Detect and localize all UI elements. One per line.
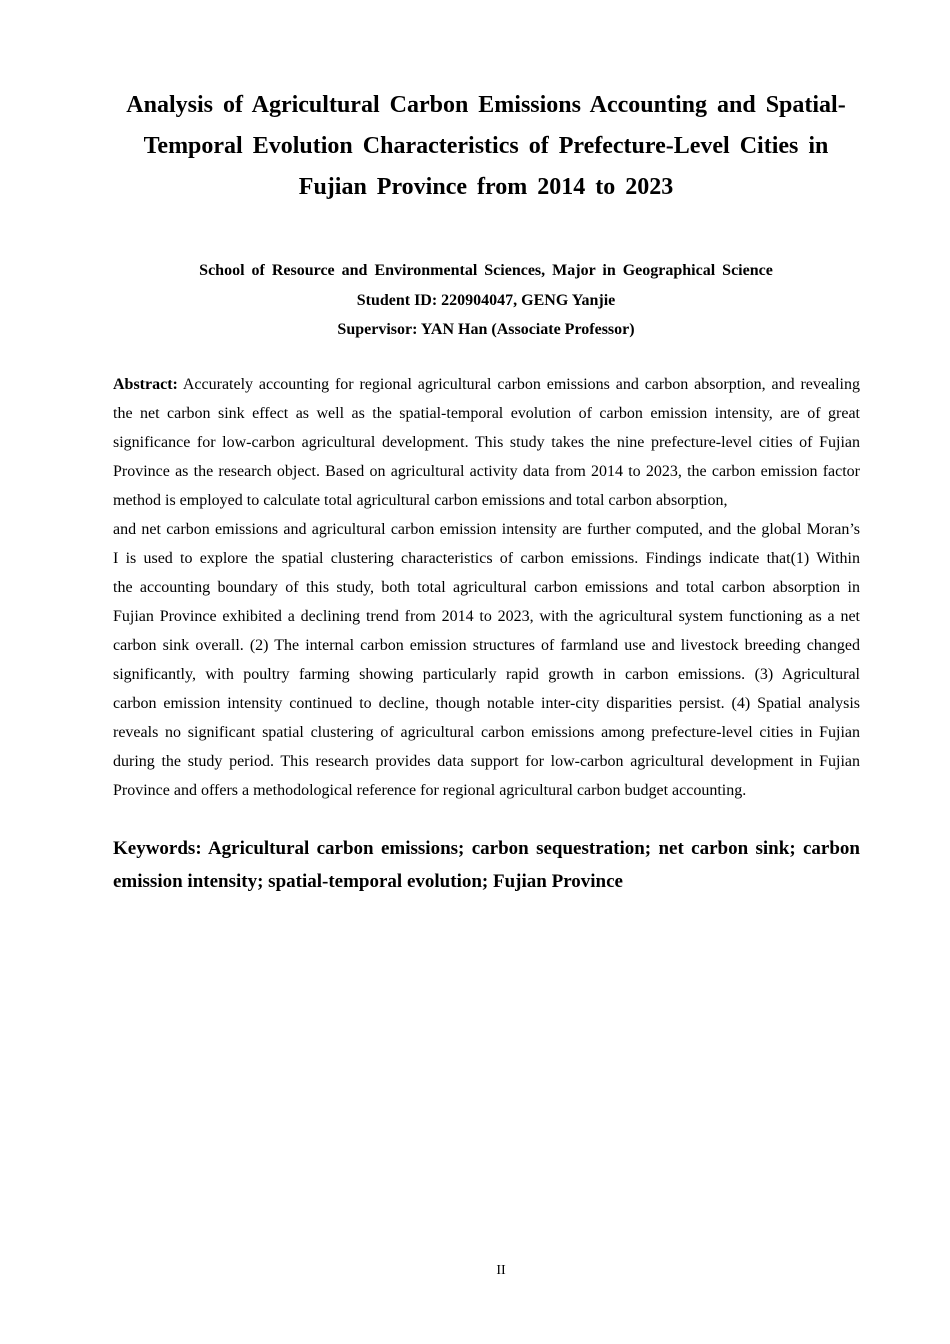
abstract-line: significantly, with poultry farming showing particularly rapid growth in carbon emissions. (3) Agricultural bbox=[113, 666, 860, 683]
school-line: School of Resource and Environmental Sciences, Major in Geographical Science bbox=[199, 262, 773, 279]
paper-title bbox=[112, 85, 860, 208]
abstract-line: Fujian Province exhibited a declining trend from 2014 to 2023, with the agricultural system functioning as a net bbox=[113, 608, 860, 625]
abstract-line: Province and offers a methodological reference for regional agricultural carbon budget accounting. bbox=[113, 782, 747, 799]
abstract-line bbox=[113, 370, 860, 399]
title-line: Analysis of Agricultural Carbon Emissions Accounting and Spatial- bbox=[126, 92, 846, 118]
student-line: Student ID: 220904047, GENG Yanjie bbox=[356, 291, 616, 309]
abstract-line: the accounting boundary of this study, both total agricultural carbon emissions and total carbon absorption in bbox=[113, 579, 860, 596]
abstract-line: carbon sink overall. (2) The internal carbon emission structures of farmland use and livestock breeding changed bbox=[113, 637, 860, 654]
page-number: II bbox=[496, 1263, 506, 1278]
abstract-line: significance for low-carbon agricultural development. This study takes the nine prefecture-level cities of Fujian bbox=[113, 434, 860, 451]
abstract-line: the net carbon sink effect as well as the spatial-temporal evolution of carbon emission intensity, are of great bbox=[113, 405, 860, 422]
abstract-text: Accurately accounting for regional agricultural carbon emissions and carbon absorption, and revealing bbox=[182, 376, 860, 393]
title-line: Fujian Province from 2014 to 2023 bbox=[298, 174, 674, 200]
abstract-line: Province as the research object. Based on agricultural activity data from 2014 to 2023, the carbon emission factor bbox=[113, 463, 860, 480]
abstract-line: and net carbon emissions and agricultural carbon emission intensity are further computed, and the global Moran’s bbox=[113, 521, 860, 538]
keywords-section bbox=[113, 832, 860, 898]
abstract-line: method is employed to calculate total agricultural carbon emissions and total carbon absorption, bbox=[113, 492, 728, 509]
keywords-line: Keywords: Agricultural carbon emissions; carbon sequestration; net carbon sink; carbon bbox=[113, 838, 860, 859]
abstract-line: reveals no significant spatial clustering of agricultural carbon emissions among prefecture-level cities in Fujian bbox=[113, 724, 860, 741]
abstract-line: during the study period. This research provides data support for low-carbon agricultural development in Fujian bbox=[113, 753, 860, 770]
author-info bbox=[112, 256, 860, 345]
abstract-label: Abstract: bbox=[113, 376, 178, 393]
abstract-line: carbon emission intensity continued to decline, though notable inter-city disparities persist. (4) Spatial analysis bbox=[113, 695, 860, 712]
keywords-line: emission intensity; spatial-temporal evolution; Fujian Province bbox=[113, 871, 623, 892]
abstract-section bbox=[113, 370, 860, 805]
abstract-line: I is used to explore the spatial clustering characteristics of carbon emissions. Findings indicate that(1) Within bbox=[113, 550, 860, 567]
supervisor-line: Supervisor: YAN Han (Associate Professor) bbox=[337, 321, 635, 338]
title-line: Temporal Evolution Characteristics of Prefecture-Level Cities in bbox=[143, 133, 829, 159]
